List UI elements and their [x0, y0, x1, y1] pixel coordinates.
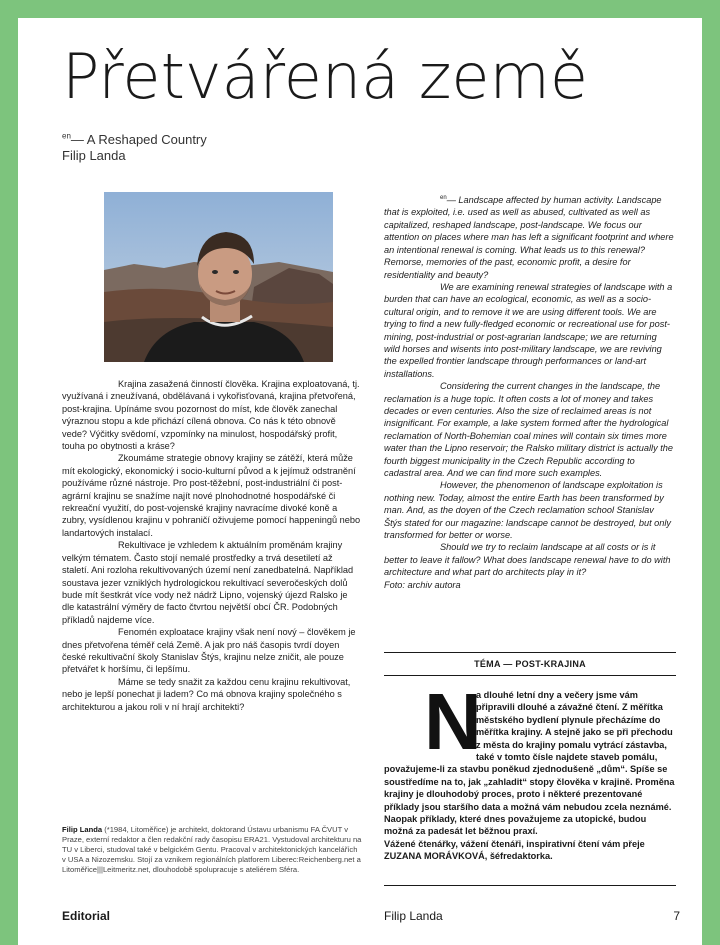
lang-tag: en: [62, 131, 71, 141]
photo-credit: Foto: archiv autora: [384, 579, 461, 590]
lang-tag: en: [440, 195, 447, 201]
english-paragraph: We are examining renewal strategies of landscape with a burden that can have an ecological, economic, as well as a socio-cultural origin, and to remove it we are using different tools. We are trying to find a new fully-fledged economic or recreational use for post-mining, post-industrial or post-agrarian landscape; we are returning wild horses and wisents into post-military landscape, we are reviving the expelled frontier landscape through performances or land-art installations.: [384, 281, 673, 379]
magazine-page: [18, 18, 702, 945]
english-paragraph: However, the phenomenon of landscape exploitation is nothing new. Today, almost the entire Earth has been transformed by man. And, as the doyen of the Czech reclamation school Stanislav Štýs stated for our magazine: landscape cannot be destroyed, but only transformed for better or worse.: [384, 480, 672, 541]
portrait-image: [104, 192, 333, 362]
drop-cap: N: [424, 677, 482, 766]
czech-article: [62, 378, 362, 713]
bio-text: (*1984, Litoměřice) je architekt, doktorand Ústavu urbanismu FA ČVUT v Praze, externí redaktor a člen redakční rady časopisu ERA21. Vystudoval architekturu na TU v Liberci, studoval také v belgickém Gentu. Pracoval v architektonických kancelářích v USA a Nizozemsku. Stojí za vznikem regionálních platforem Liberec:Reichenberg.net a Litoměřice|||Leitmeritz.net, dlouhodobě spolupracuje s ateliérem Sféra.: [62, 825, 362, 874]
english-article: [384, 192, 674, 591]
footer-author: Filip Landa: [384, 909, 443, 923]
page-number: 7: [673, 909, 680, 923]
english-subtitle: — A Reshaped Country: [70, 132, 207, 147]
box-heading: TÉMA — POST-KRAJINA: [474, 659, 586, 669]
box-top-rule: [384, 652, 676, 653]
english-paragraph: $^{en}$— Landscape affected by human activity. Landscape that is exploited, i.e. used as well as abused, cultivated as well as capitalized, reshaped landscape, post-landscape. We focus our attention on places where man has left a significant footprint and where an intentional renewal is coming. What leads us to this renewal? Remorse, memories of the past, economic profit, a desire for residentiality and beauty?: [384, 195, 674, 280]
author-photo: [104, 192, 333, 362]
author-bio: [62, 825, 362, 875]
box-bottom-rule: [384, 885, 676, 886]
editorial-signoff: Vážené čtenářky, vážení čtenáři, inspirativní čtení vám přeje ZUZANA MORÁVKOVÁ, šéfredaktorka.: [384, 838, 645, 862]
czech-paragraph: Zkoumáme strategie obnovy krajiny se zátěží, která může mít ekologický, ekonomický i socio-kulturní původ a k jejímuž odstranění používáme různé nástroje. Pro post-těžební, post-industriální či post-agrární krajinu se snažíme najít nové plnohodnotné hospodářské či rekreační využití, do post-vojenské krajiny navracíme divoké koně a zubry, vysídlenou krajinu v pohraničí oživujeme pomocí happeningů nebo landartových instalací.: [62, 453, 361, 538]
czech-paragraph: Máme se tedy snažit za každou cenu krajinu rekultivovat, nebo je lepší ponechat ji ladem? Co má obnova krajiny společného s architekturou a jakou roli v ní hrají architekti?: [62, 676, 351, 712]
page-footer: [62, 908, 682, 924]
page-title: Přetvářená země: [62, 40, 589, 113]
czech-paragraph: Krajina zasažená činností člověka. Krajina exploatovaná, tj. využívaná i zneužívaná, obdělávaná i vykořisťovaná, krajina přetvořená, post-krajina. Upínáme svou pozornost do míst, kde člověk zanechal výraznou stopu a kde přichází cílená obnova. Co nás k této obnově vede? Výčitky svědomí, vzpomínky na minulost, hospodářský profit, touha po obytnosti a kráse?: [62, 379, 360, 452]
box-heading-rule: [384, 675, 676, 676]
editorial-box: [384, 677, 676, 863]
english-paragraph: Considering the current changes in the landscape, the reclamation is a huge topic. It often costs a lot of money and takes decades or even centuries. Also the size of reclaimed areas is not insignificant. For example, a lake system formed after the hydrological reclamation of North-Bohemian coal mines will contain six times more water than the Lipno reservoir; the Ralsko military district is actually the fourth biggest municipality in the Czech Republic according to cadastral area. And we can find more such examples.: [384, 381, 674, 478]
czech-paragraph: Fenomén exploatace krajiny však není nový – člověkem je dnes přetvořena téměř celá Země. A jak pro náš časopis tvrdí doyen české rekultivační školy Stanislav Štýs, krajinu nelze zničit, ale pouze přetvářet k horšímu, či lepšímu.: [62, 627, 356, 675]
czech-paragraph: Rekultivace je vzhledem k aktuálním proměnám krajiny velkým tématem. Často stojí nemalé prostředky a trvá desetiletí až staletí. Ani rozloha rekultivovaných území není zanedbatelná. Například soustava jezer vzniklých hydrologickou rekultivací severočeských dolů bude mít šestkrát více vody než nádrž Lipno, vojenský újezd Ralsko je dle katastrální výměry de facto čtvrtou největší obcí ČR. Podobných příkladů najdeme více.: [62, 540, 354, 625]
author-name: Filip Landa: [62, 148, 126, 163]
editorial-text: a dlouhé letní dny a večery jsme vám připravili dlouhé a závažné čtení. Z měřítka městského bydlení plynule přecházíme do měřítka krajiny. A stejně jako se při přechodu z města do krajiny pomalu vytrácí zástavba, také v tomto čísle najdete staveb pomálu, považujeme-li za stavbu poněkud zjednodušeně „dům“. Spíše se soustředíme na to, jak „zahladit“ stopy člověka v krajině. Proměna krajiny je dlouhodobý proces, proto i některé prezentované příklady jsou staršího data a možná vám nebudou zcela neznámé. Naopak příklady, které dnes považujeme za utopické, budou možná za padesát let běžnou praxí.: [384, 690, 675, 837]
footer-section: Editorial: [62, 909, 111, 923]
english-paragraph: Should we try to reclaim landscape at all costs or is it better to leave it fallow? What does landscape renewal have to do with architecture and what part do architects play in it?: [384, 542, 671, 578]
bio-name: Filip Landa: [62, 825, 103, 834]
subtitle-block: [62, 132, 207, 164]
